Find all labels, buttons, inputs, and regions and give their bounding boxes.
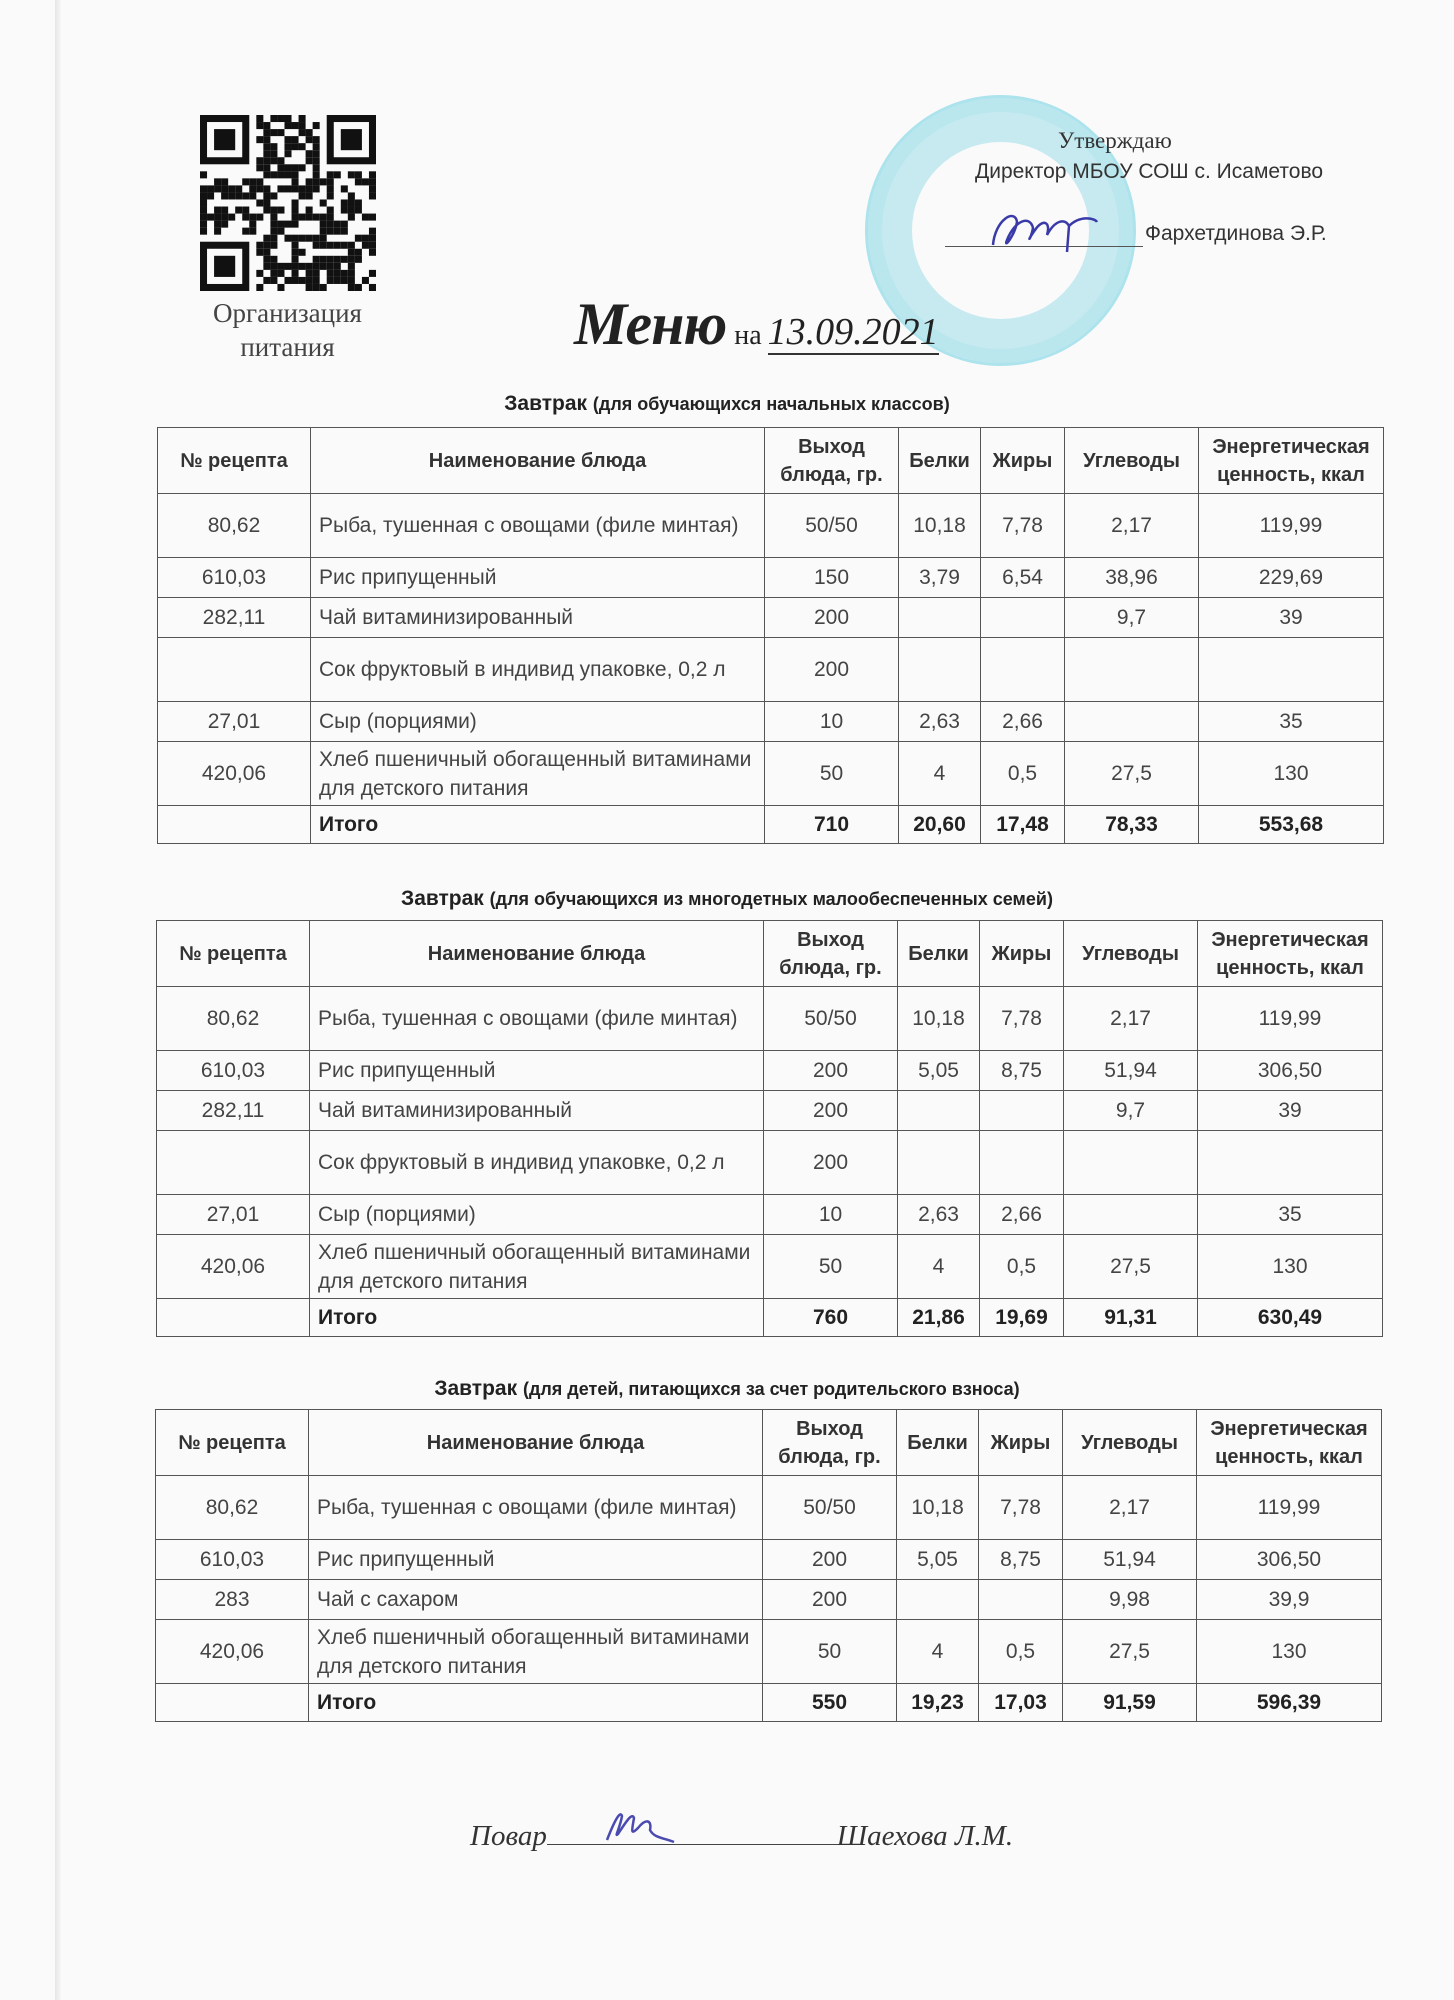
table-row — [158, 742, 1384, 806]
table-cell: 50/50 — [764, 987, 898, 1051]
column-header: Наименование блюда — [311, 428, 765, 494]
table-cell: 35 — [1198, 1195, 1383, 1235]
table-cell — [1198, 1131, 1383, 1195]
total-cell: 630,49 — [1198, 1299, 1383, 1337]
column-header: № рецепта — [156, 1410, 309, 1476]
table-cell — [1064, 1131, 1198, 1195]
table-cell: 306,50 — [1198, 1051, 1383, 1091]
table-cell: 51,94 — [1063, 1540, 1197, 1580]
director-name: Фархетдинова Э.Р. — [1145, 222, 1327, 245]
table-cell: 39 — [1199, 598, 1384, 638]
column-header: Жиры — [981, 428, 1065, 494]
section-meal: Завтрак — [401, 887, 484, 910]
section-title — [0, 392, 1454, 416]
table-cell: Хлеб пшеничный обогащенный витаминами для детского питания — [309, 1620, 763, 1684]
table-cell: 10,18 — [898, 987, 980, 1051]
table-cell: 2,17 — [1063, 1476, 1197, 1540]
qr-code — [198, 115, 378, 291]
table-cell: 4 — [897, 1620, 979, 1684]
menu-on: на — [734, 320, 762, 351]
table-cell: 200 — [763, 1540, 897, 1580]
table-cell: 6,54 — [981, 558, 1065, 598]
table-cell: Рис припущенный — [310, 1051, 764, 1091]
table-cell: 2,66 — [980, 1195, 1064, 1235]
table-cell — [1199, 638, 1384, 702]
table-cell: Рис припущенный — [311, 558, 765, 598]
table-row — [158, 638, 1384, 702]
table-cell — [898, 1131, 980, 1195]
table-header-row — [156, 1410, 1382, 1476]
table-cell — [1065, 638, 1199, 702]
table-cell: 2,63 — [899, 702, 981, 742]
table-cell: 0,5 — [980, 1235, 1064, 1299]
table-row — [157, 1091, 1383, 1131]
table-cell: 420,06 — [156, 1620, 309, 1684]
column-header: Углеводы — [1065, 428, 1199, 494]
table-cell: Чай с сахаром — [309, 1580, 763, 1620]
table-cell: 51,94 — [1064, 1051, 1198, 1091]
table-cell: 150 — [765, 558, 899, 598]
section-subtitle: (для обучающихся начальных классов) — [592, 394, 950, 414]
table-cell: 200 — [765, 638, 899, 702]
total-cell: 596,39 — [1197, 1684, 1382, 1722]
table-cell: Рыба, тушенная с овощами (филе минтая) — [311, 494, 765, 558]
table-cell: 119,99 — [1199, 494, 1384, 558]
table-cell: Сыр (порциями) — [310, 1195, 764, 1235]
table-cell: 2,17 — [1065, 494, 1199, 558]
total-cell: 760 — [764, 1299, 898, 1337]
total-cell: 17,03 — [979, 1684, 1063, 1722]
table-cell: 119,99 — [1198, 987, 1383, 1051]
director-signature — [985, 200, 1110, 260]
section-meal: Завтрак — [434, 1377, 518, 1400]
column-header: Белки — [897, 1410, 979, 1476]
table-cell: 8,75 — [979, 1540, 1063, 1580]
table-cell: 200 — [763, 1580, 897, 1620]
menu-table — [156, 920, 1383, 1337]
table-cell — [1065, 702, 1199, 742]
table-cell: Чай витаминизированный — [311, 598, 765, 638]
menu-table — [155, 1409, 1382, 1722]
table-cell: 200 — [764, 1131, 898, 1195]
table-cell — [158, 638, 311, 702]
menu-table — [157, 427, 1384, 844]
table-row — [157, 987, 1383, 1051]
table-cell: 10 — [764, 1195, 898, 1235]
table-row — [158, 598, 1384, 638]
total-row — [158, 806, 1384, 844]
column-header: № рецепта — [157, 921, 310, 987]
table-cell — [980, 1131, 1064, 1195]
table-cell: 80,62 — [156, 1476, 309, 1540]
scan-edge — [55, 0, 61, 2000]
table-cell: 10,18 — [897, 1476, 979, 1540]
table-cell: 27,5 — [1063, 1620, 1197, 1684]
cook-signature — [602, 1802, 682, 1847]
cook-signature-line — [547, 1822, 837, 1845]
table-cell: 39 — [1198, 1091, 1383, 1131]
section-meal: Завтрак — [504, 392, 588, 415]
table-row — [158, 558, 1384, 598]
table-row — [158, 494, 1384, 558]
table-cell: 282,11 — [158, 598, 311, 638]
table-cell: 306,50 — [1197, 1540, 1382, 1580]
table-cell — [979, 1580, 1063, 1620]
total-cell: Итого — [309, 1684, 763, 1722]
total-row — [157, 1299, 1383, 1337]
table-cell: 8,75 — [980, 1051, 1064, 1091]
table-row — [157, 1235, 1383, 1299]
table-row — [156, 1580, 1382, 1620]
table-header-row — [158, 428, 1384, 494]
menu-heading: Меню — [574, 291, 727, 357]
column-header: Наименование блюда — [310, 921, 764, 987]
table-cell: 610,03 — [156, 1540, 309, 1580]
column-header: Наименование блюда — [309, 1410, 763, 1476]
total-cell: 17,48 — [981, 806, 1065, 844]
total-cell — [157, 1299, 310, 1337]
section-subtitle: (для детей, питающихся за счет родительского взноса) — [522, 1379, 1020, 1399]
table-cell — [898, 1091, 980, 1131]
table-cell: 283 — [156, 1580, 309, 1620]
column-header: Жиры — [979, 1410, 1063, 1476]
table-cell: 9,7 — [1065, 598, 1199, 638]
total-cell: 91,31 — [1064, 1299, 1198, 1337]
table-row — [158, 702, 1384, 742]
cook-label: Повар — [470, 1820, 547, 1852]
table-cell: 50 — [765, 742, 899, 806]
director-title: Директор МБОУ СОШ с. Исаметово — [975, 160, 1324, 183]
table-cell: 282,11 — [157, 1091, 310, 1131]
column-header: Энергетическая ценность, ккал — [1199, 428, 1384, 494]
total-cell: 21,86 — [898, 1299, 980, 1337]
table-cell: 50 — [763, 1620, 897, 1684]
table-cell: 80,62 — [157, 987, 310, 1051]
table-cell: Рыба, тушенная с овощами (филе минтая) — [309, 1476, 763, 1540]
table-cell: 420,06 — [157, 1235, 310, 1299]
cook-signature-block — [470, 1820, 1013, 1853]
table-cell: 0,5 — [981, 742, 1065, 806]
total-cell: Итого — [311, 806, 765, 844]
cook-name: Шаехова Л.М. — [836, 1820, 1014, 1852]
table-cell — [899, 638, 981, 702]
column-header: № рецепта — [158, 428, 311, 494]
table-cell: 229,69 — [1199, 558, 1384, 598]
table-cell: 3,79 — [899, 558, 981, 598]
table-cell: 27,01 — [157, 1195, 310, 1235]
table-cell: 10,18 — [899, 494, 981, 558]
section-subtitle: (для обучающихся из многодетных малообеспеченных семей) — [489, 889, 1053, 909]
table-cell: 130 — [1197, 1620, 1382, 1684]
total-cell: 91,59 — [1063, 1684, 1197, 1722]
table-cell: 5,05 — [898, 1051, 980, 1091]
table-cell: 200 — [765, 598, 899, 638]
column-header: Выход блюда, гр. — [765, 428, 899, 494]
table-cell: 7,78 — [980, 987, 1064, 1051]
table-cell: 27,5 — [1065, 742, 1199, 806]
table-cell: 35 — [1199, 702, 1384, 742]
table-cell: 200 — [764, 1051, 898, 1091]
table-cell: Чай витаминизированный — [310, 1091, 764, 1131]
table-cell: 4 — [898, 1235, 980, 1299]
table-cell: 610,03 — [158, 558, 311, 598]
total-cell: 19,23 — [897, 1684, 979, 1722]
section-title — [0, 887, 1454, 911]
table-row — [156, 1620, 1382, 1684]
column-header: Энергетическая ценность, ккал — [1198, 921, 1383, 987]
table-cell: 50/50 — [765, 494, 899, 558]
table-cell: 80,62 — [158, 494, 311, 558]
column-header: Выход блюда, гр. — [763, 1410, 897, 1476]
column-header: Энергетическая ценность, ккал — [1197, 1410, 1382, 1476]
approve-label: Утверждаю — [1058, 128, 1172, 153]
section-title — [0, 1377, 1454, 1401]
table-cell — [157, 1131, 310, 1195]
table-cell — [980, 1091, 1064, 1131]
table-cell: 5,05 — [897, 1540, 979, 1580]
table-cell: 27,5 — [1064, 1235, 1198, 1299]
table-cell: 50/50 — [763, 1476, 897, 1540]
table-cell: Рыба, тушенная с овощами (филе минтая) — [310, 987, 764, 1051]
table-cell: 2,17 — [1064, 987, 1198, 1051]
table-cell — [981, 638, 1065, 702]
table-cell: 4 — [899, 742, 981, 806]
table-cell: 2,63 — [898, 1195, 980, 1235]
table-cell: 610,03 — [157, 1051, 310, 1091]
table-cell: 7,78 — [979, 1476, 1063, 1540]
column-header: Жиры — [980, 921, 1064, 987]
column-header: Выход блюда, гр. — [764, 921, 898, 987]
table-cell: 200 — [764, 1091, 898, 1131]
table-cell — [1064, 1195, 1198, 1235]
total-cell: 19,69 — [980, 1299, 1064, 1337]
table-cell: 0,5 — [979, 1620, 1063, 1684]
column-header: Белки — [898, 921, 980, 987]
total-cell — [158, 806, 311, 844]
total-row — [156, 1684, 1382, 1722]
table-cell — [897, 1580, 979, 1620]
table-cell: 7,78 — [981, 494, 1065, 558]
total-cell — [156, 1684, 309, 1722]
total-cell: 553,68 — [1199, 806, 1384, 844]
table-cell: 9,7 — [1064, 1091, 1198, 1131]
total-cell: 20,60 — [899, 806, 981, 844]
table-cell: 10 — [765, 702, 899, 742]
table-cell: 420,06 — [158, 742, 311, 806]
table-cell: 9,98 — [1063, 1580, 1197, 1620]
table-cell: Сок фруктовый в индивид упаковке, 0,2 л — [310, 1131, 764, 1195]
table-cell: 2,66 — [981, 702, 1065, 742]
menu-title — [574, 290, 939, 359]
table-cell: 50 — [764, 1235, 898, 1299]
table-cell: Хлеб пшеничный обогащенный витаминами для детского питания — [310, 1235, 764, 1299]
table-row — [156, 1476, 1382, 1540]
table-cell: 27,01 — [158, 702, 311, 742]
table-cell: 130 — [1199, 742, 1384, 806]
qr-caption: Организация питания — [213, 298, 362, 362]
table-row — [156, 1540, 1382, 1580]
column-header: Углеводы — [1063, 1410, 1197, 1476]
table-cell: Сок фруктовый в индивид упаковке, 0,2 л — [311, 638, 765, 702]
table-cell: Сыр (порциями) — [311, 702, 765, 742]
table-cell — [981, 598, 1065, 638]
table-cell: 119,99 — [1197, 1476, 1382, 1540]
total-cell: Итого — [310, 1299, 764, 1337]
table-row — [157, 1131, 1383, 1195]
total-cell: 550 — [763, 1684, 897, 1722]
total-cell: 710 — [765, 806, 899, 844]
table-header-row — [157, 921, 1383, 987]
total-cell: 78,33 — [1065, 806, 1199, 844]
column-header: Белки — [899, 428, 981, 494]
table-cell — [899, 598, 981, 638]
menu-date: 13.09.2021 — [767, 311, 939, 353]
table-cell: Рис припущенный — [309, 1540, 763, 1580]
table-cell: 130 — [1198, 1235, 1383, 1299]
table-cell: 38,96 — [1065, 558, 1199, 598]
column-header: Углеводы — [1064, 921, 1198, 987]
table-cell: Хлеб пшеничный обогащенный витаминами для детского питания — [311, 742, 765, 806]
table-row — [157, 1051, 1383, 1091]
table-cell: 39,9 — [1197, 1580, 1382, 1620]
table-row — [157, 1195, 1383, 1235]
